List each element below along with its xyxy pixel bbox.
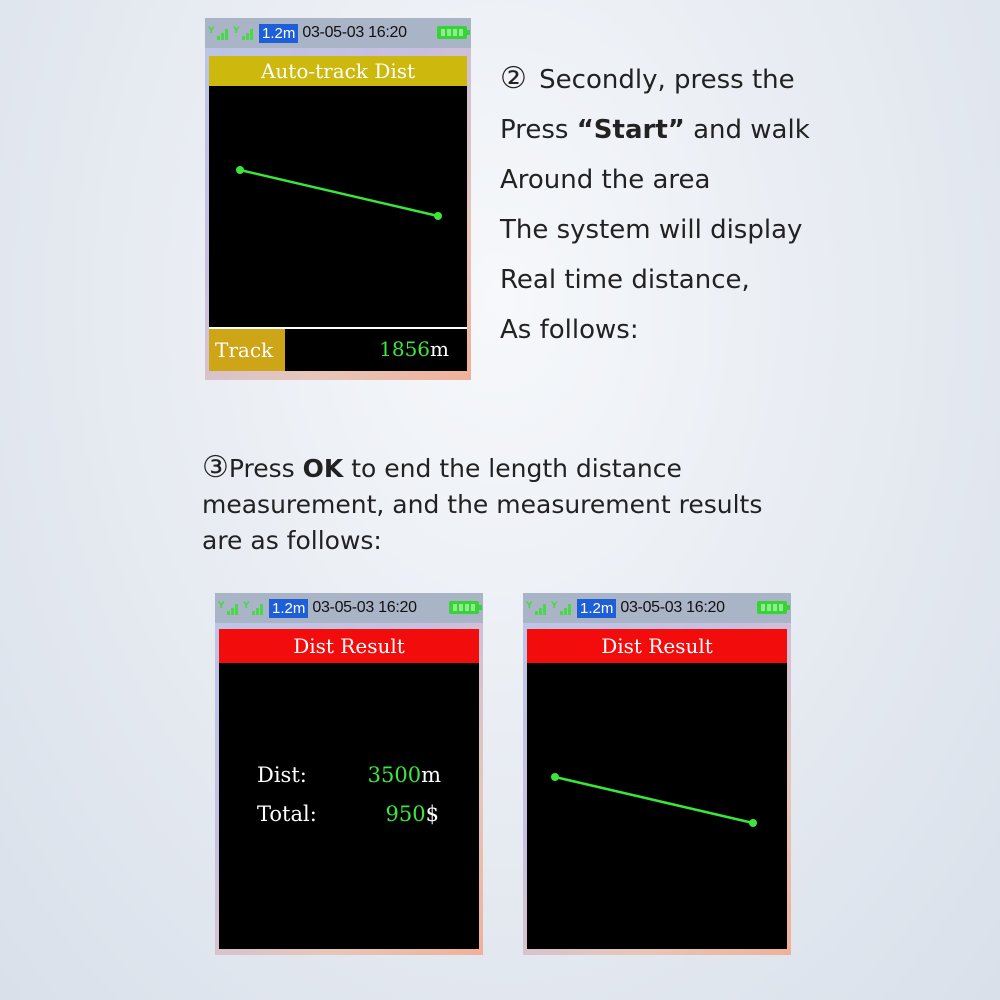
battery-icon [757,601,787,614]
clock: 03-05-03 16:20 [312,599,417,616]
signal-icon: Y [551,600,573,616]
status-bar [205,18,471,48]
screen-title: Dist Result [527,629,787,663]
total-value: 950$ [385,802,439,826]
track-end-point [749,819,757,827]
step3-line1: ③Press OK to end the length distance [202,450,682,485]
screen-title: Auto-track Dist [209,56,467,86]
range-indicator: 1.2m [269,599,308,618]
dist-label: Dist: [257,763,307,787]
map-display [209,86,467,327]
signal-icon: Y [218,600,240,616]
step-number-badge: ② [500,61,527,96]
signal-icon: Y [208,25,230,41]
total-label: Total: [257,802,317,826]
device-auto-track [205,18,471,380]
track-line [527,663,787,949]
range-indicator: 1.2m [577,599,616,618]
screen-title: Dist Result [219,629,479,663]
result-display [219,663,479,949]
step2-line3: Around the area [500,165,711,195]
step-number-badge: ③ [202,450,229,485]
status-bar [215,593,483,623]
track-distance: 1856m [379,337,449,361]
track-footer [209,329,467,371]
track-segment [555,777,753,823]
range-indicator: 1.2m [259,24,298,43]
step2-line1: ② Secondly, press the [500,61,795,96]
signal-icon: Y [233,25,255,41]
step2-line2: Press “Start” and walk [500,115,810,145]
step2-line5: Real time distance, [500,265,750,295]
device-dist-result-values [215,593,483,955]
track-segment [240,170,438,216]
track-end-point [434,212,442,220]
track-line [209,86,467,327]
device-dist-result-track [523,593,791,955]
battery-icon [449,601,479,614]
signal-icon: Y [243,600,265,616]
clock: 03-05-03 16:20 [302,24,407,41]
track-start-point [236,166,244,174]
clock: 03-05-03 16:20 [620,599,725,616]
dist-value: 3500m [367,763,441,787]
step2-instructions [500,55,810,355]
step3-line3: are as follows: [202,526,382,555]
map-display [527,663,787,949]
track-label: Track [209,329,285,371]
step2-line4: The system will display [500,215,803,245]
step3-instructions [202,450,822,559]
signal-icon: Y [526,600,548,616]
track-start-point [551,773,559,781]
status-bar [523,593,791,623]
battery-icon [437,26,467,39]
step2-line6: As follows: [500,315,639,345]
step3-line2: measurement, and the measurement results [202,490,763,519]
